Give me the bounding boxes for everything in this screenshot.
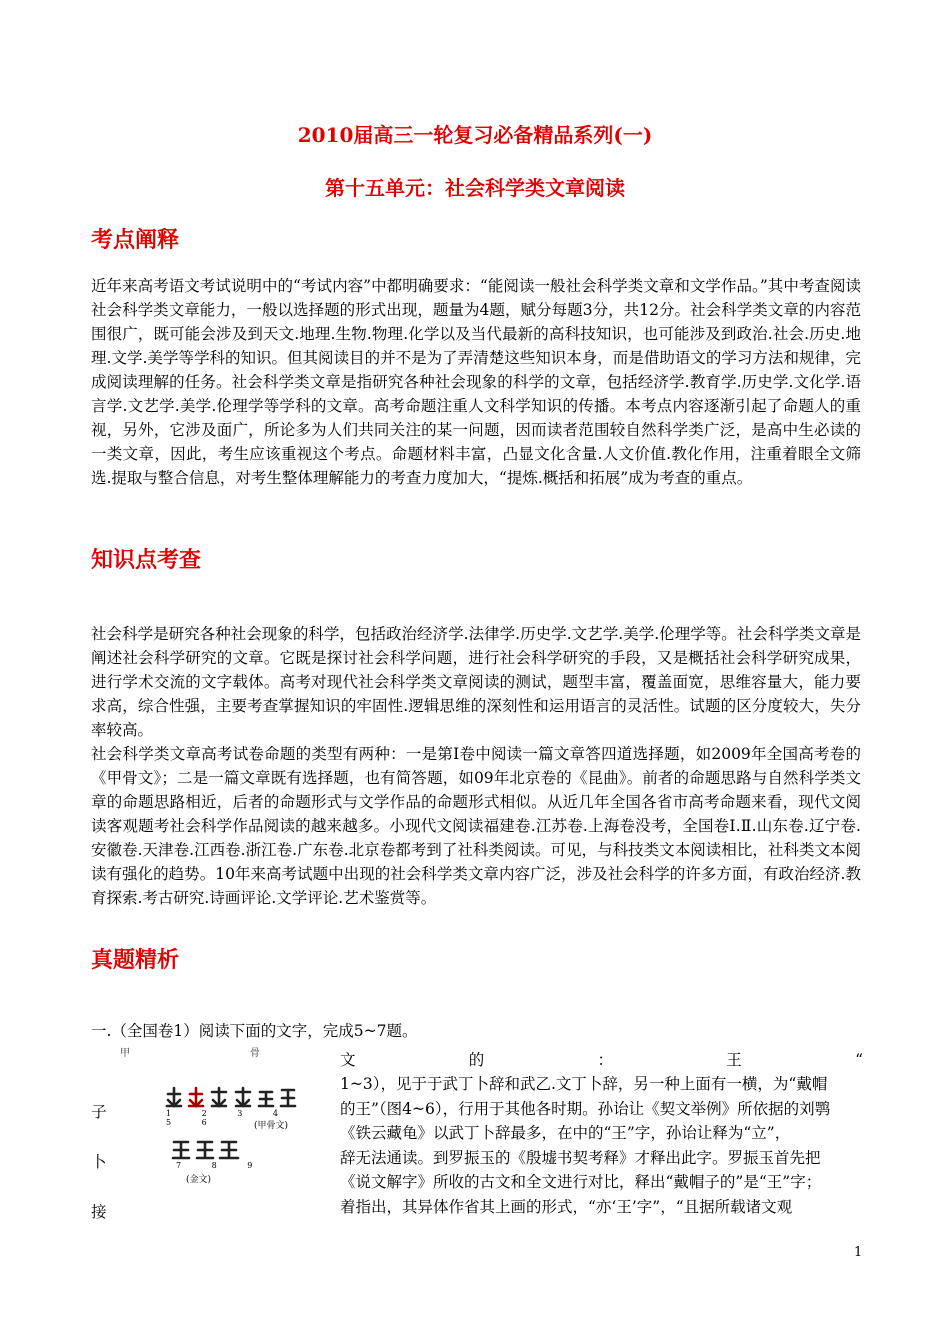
- spread-line: [340, 1048, 863, 1072]
- article-line: 的王”（图4~6），行用于其他各时期。孙诒让《契文举例》所依据的刘鹗: [340, 1099, 831, 1118]
- spread-char: “: [855, 1051, 863, 1069]
- section-text-zhishidian-2: 社会科学类文章高考试卷命题的类型有两种：一是第Ⅰ卷中阅读一篇文章答四道选择题，如2009年全国高考卷的《甲骨文》；二是一篇文章既有选择题，也有简答题，如09年北京卷的《昆曲》。前者的命题思路与自然科学类文章的命题思路相近，后者的命题形式与文学作品的命题形式相似。从近几年全国各省市高考命题来看，现代文阅读客观题考社会科学作品阅读的越来越多。小现代文阅读福建卷.江苏卷.上海卷没考，全国卷Ⅰ.Ⅱ.山东卷.辽宁卷.安徽卷.天津卷.江西卷.浙江卷.广东卷.北京卷都考到了社科类阅读。可见，与科技类文本阅读相比，社科类文本阅读有强化的趋势。10年来高考试题中出现的社会科学类文章内容广泛，涉及社会科学的许多方面，有政治经济.教育探索.考古研究.诗画评论.文学评论.艺术鉴赏等。: [91, 745, 861, 907]
- figure-row2-label: (金文): [186, 1175, 212, 1185]
- cut-off-char: 骨: [250, 1048, 260, 1059]
- figure-row2-numbers: 7 8 9: [176, 1161, 267, 1170]
- spread-char: 王: [726, 1051, 742, 1069]
- article-line: 辞无法通读。到罗振玉的《殷墟书契考释》才释出此字。罗振玉首先把: [340, 1148, 821, 1167]
- left-char: 接: [91, 1203, 107, 1221]
- question-intro: 一.（全国卷1）阅读下面的文字，完成5~7题。: [91, 1022, 418, 1040]
- wang-glyphs-image: [162, 1082, 312, 1192]
- left-char: 卜: [91, 1153, 107, 1171]
- spread-char: ：: [597, 1051, 614, 1069]
- article-line: 1~3），见于于武丁卜辞和武乙.文丁卜辞，另一种上面有一横，为“戴帽: [340, 1075, 828, 1093]
- spread-char: 的: [468, 1051, 485, 1069]
- article-line: 着指出，其异体作省其上画的形式，“亦‘王’字”，“且据所载诸文观: [340, 1197, 793, 1216]
- section-heading-zhenti: 真题精析: [91, 947, 180, 973]
- unit-title: 第十五单元：社会科学类文章阅读: [325, 176, 625, 200]
- section-text-zhishidian-1: 社会科学是研究各种社会现象的科学，包括政治经济学.法律学.历史学.文艺学.美学.伦理学等。社会科学类文章是阐述社会科学研究的文章。它既是探讨社会科学问题，进行社会科学研究的手段，又是概括社会科学研究成果，进行学术交流的文字载体。高考对现代社会科学类文章阅读的测试，题型丰富，覆盖面宽，思维容量大，能力要求高，综合性强，主要考查掌握知识的牢固性.逻辑思维的深刻性和运用语言的灵活性。试题的区分度较大，失分率较高。: [91, 625, 861, 739]
- left-char: 子: [91, 1103, 107, 1121]
- page-number: 1: [854, 1245, 863, 1260]
- article-line: 《说文解字》所收的古文和全文进行对比，释出“戴帽子的”是“王”字；: [340, 1173, 822, 1191]
- section-text-kaodian: 近年来高考语文考试说明中的“考试内容”中都明确要求：“能阅读一般社会科学类文章和文学作品。”其中考查阅读社会科学类文章能力，一般以选择题的形式出现，题量为4题，赋分每题3分，共12分。社会科学类文章的内容范围很广，既可能会涉及到天文.地理.生物.物理.化学以及当代最新的高科技知识，也可能涉及到政治.社会.历史.地理.文学.美学等学科的知识。但其阅读目的并不是为了弄清楚这些知识本身，而是借助语文的学习方法和规律，完成阅读理解的任务。社会科学类文章是指研究各种社会现象的科学的文章，包括经济学.教育学.历史学.文化学.语言学.文艺学.美学.伦理学等学科的文章。高考命题注重人文科学知识的传播。本考点内容逐渐引起了命题人的重视，另外，它涉及面广，所论多为人们共同关注的某一问题，因而读者范围较自然科学类广泛，是高中生必读的一类文章，因此，考生应该重视这个考点。命题材料丰富，凸显文化含量.人文价值.教化作用，注重着眼全文筛选.提取与整合信息，对考生整体理解能力的考查力度加大，“提炼.概括和拓展”成为考查的重点。: [91, 277, 861, 487]
- section-heading-zhishidian: 知识点考查: [91, 547, 202, 573]
- article-line: 《铁云藏龟》以武丁卜辞最多，在中的“王”字，孙诒让释为“立”，: [340, 1124, 791, 1142]
- figure-row1-label: (甲骨文): [254, 1121, 289, 1131]
- article-text-column: [340, 1048, 863, 1219]
- figure-row1-numbers: 1 2 3 4 5 6: [166, 1109, 292, 1127]
- cut-off-char: 甲: [120, 1048, 130, 1059]
- document-title: 2010届高三一轮复习必备精品系列(一): [297, 123, 653, 147]
- spread-char: 文: [340, 1051, 356, 1069]
- oracle-bone-figure: [162, 1082, 312, 1192]
- section-heading-kaodian: 考点阐释: [91, 227, 180, 253]
